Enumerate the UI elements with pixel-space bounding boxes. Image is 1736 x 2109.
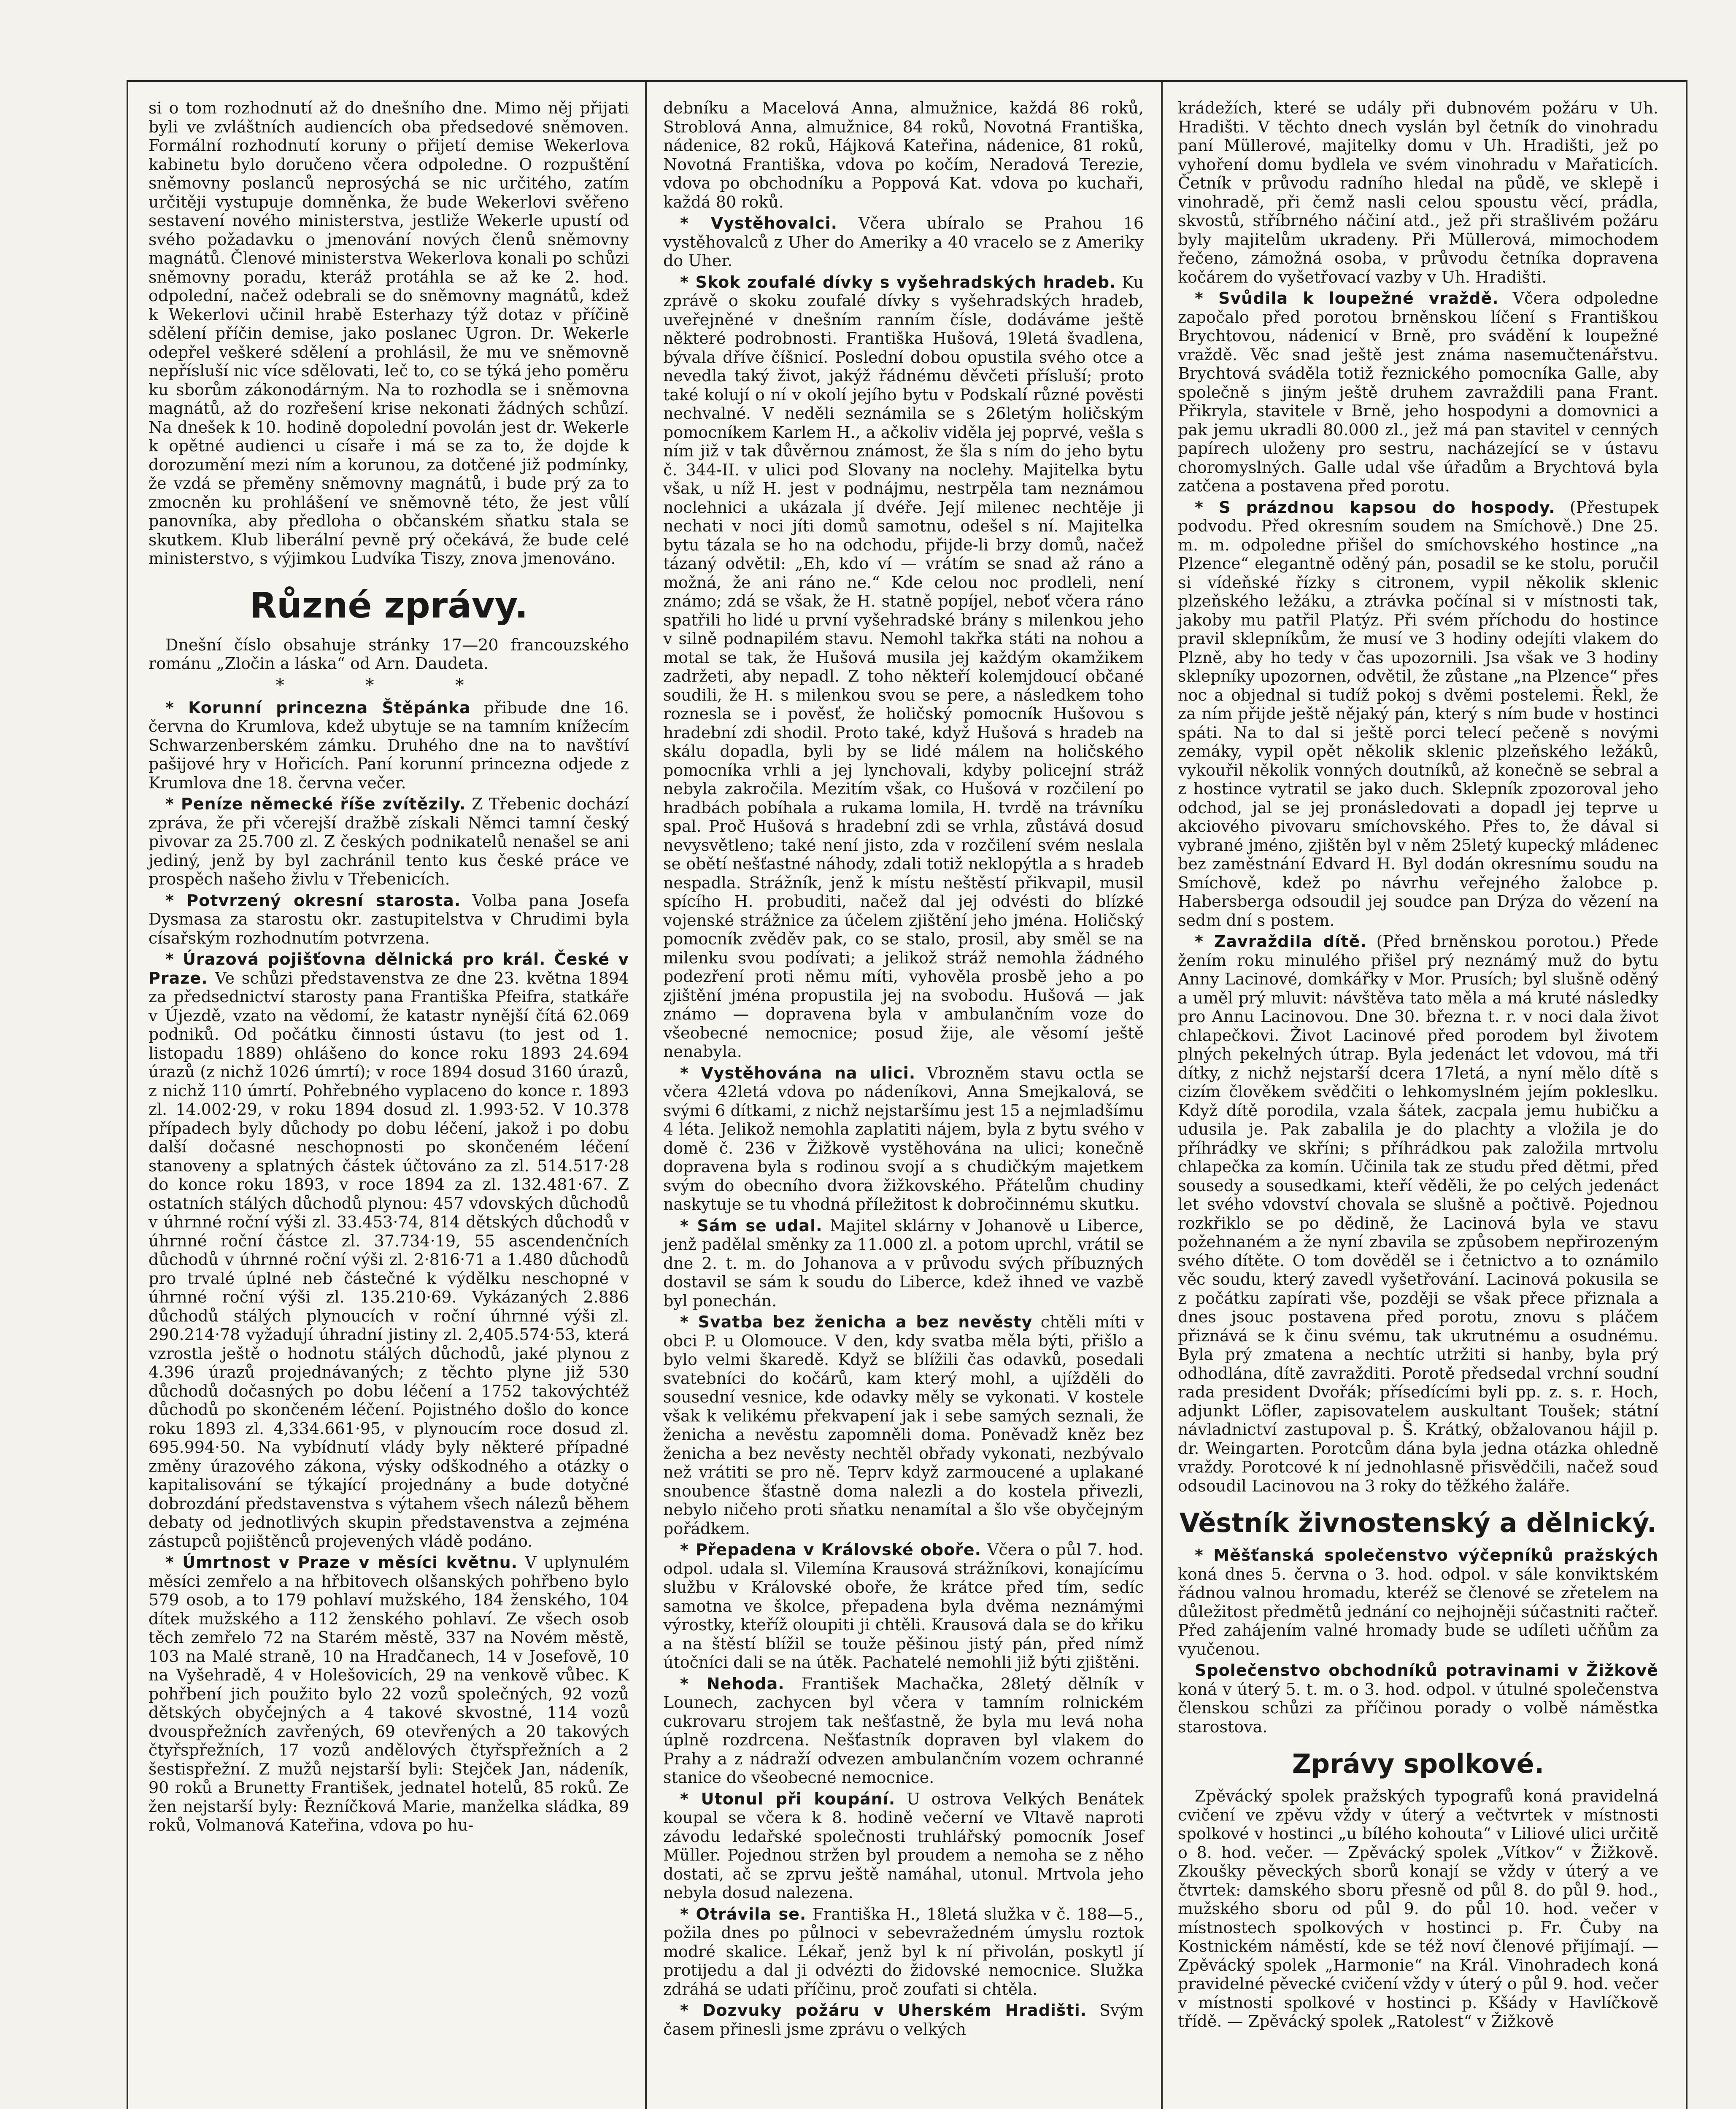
news-item-title: * Svůdila k loupežné vraždě.	[1195, 289, 1499, 307]
news-item-text: chtěli míti v obci P. u Olomouce. V den, kdy svatba měla býti, přišlo a bylo velmi škaredě. Když se blížili čas odavků, posedali svatebníci do kočárů, kam který mohl, a ujížděli do sousední vesnice, kde odavky měly se vykonati. V kostele však k velikému překvapení jak i sebe samých seznali, že ženicha a nevěstu zapomněli doma. Poněvadž kněz bez ženicha a bez nevěsty nechtěl obřady vykonati, nezbývalo než vrátiti se pro ně. Teprv když zarmoucené a uplakané snoubence šťastně doma nalezli a do kostela přivezli, nebylo ničeho proti sňatku nenamítal a šlo vše obyčejným pořádkem.	[663, 1313, 1144, 1538]
news-item-text: Volba pana Josefa Dysmasa za starostu okr. zastupitelstva v Chrudimi byla císařským rozhodnutím potvrzena.	[148, 891, 629, 947]
news-item-text: Ve schůzi představenstva ze dne 23. května 1894 za předsednictví starosty pana Františka Pfeifra, statkáře v Újezdě, vzato na vědomí, že katastr nynější čítá 62.069 podniků. Od počátku činnosti ústavu (to jest od 1. listopadu 1889) ohlášeno do konce roku 1893 24.694 úrazů (z nichž 1026 úmrtí); v roce 1894 dosud 3160 úrazů, z nichž 110 úmrtí. Pohřebného vyplaceno do konce r. 1893 zl. 14.002·29, v roku 1894 dosud zl. 1.993·52. V 10.378 případech byly důchody po dobu léčení, jakož i po dobu další dočasné neschopnosti po skončeném léčení stanoveny a splatných částek účtováno za zl. 514.517·28 do konce roku 1893, v roce 1894 za zl. 132.481·67. Z ostatních stálých důchodů plynou: 457 vdovských důchodů v úhrnné roční výši zl. 33.453·74, 814 dětských důchodů v úhrnné roční částce zl. 37.734·19, 55 ascendenčních důchodů v úhrnné roční výši zl. 2·816·71 a 1.480 důchodů pro trvalé úplné neb částečné k výdělku neschopné v úhrnné roční výši zl. 135.210·69. Vykázaných 2.886 důchodů stálých plynoucích v roční úhrnné výši zl. 290.214·78 vyžadují úhradní jistiny zl. 2,405.574·53, která vzrostla ještě o hodnotu stálých důchodů, jaké plynou z 4.396 úrazů projednávaných; z těchto plyne již 530 důchodů dočasných po dobu léčení a 1752 takovýchtéž důchodů po skončeném léčení. Pojistného došlo do konce roku 1893 zl. 4,334.661·95, v plynoucím roce dosud zl. 695.994·50. Na vybídnutí vlády byly některé případné změny úrazového zákona, výsky odškodného a otázky o kapitalisování se týkající projednány a bude dotyčné dobrozdání představenstva s výtahem všech nálezů během debaty od jednotlivých skupin představenstva a zejména zástupců pojištěnců projevených vládě podáno.	[148, 968, 629, 1551]
news-item-text: Františka H., 18letá služka v č. 188—5., požila dnes po půlnoci v sebevražedném úmyslu roztok modré skalice. Lékař, jenž byl k ní přivolán, poskytl jí protijedu a dal ji odvézti do židovské nemocnice. Služka zdráhá se udati příčinu, proč zoufati si chtěla.	[663, 1904, 1144, 1998]
article-continuation: debníku a Macelová Anna, almužnice, každá 86 roků, Stroblová Anna, almužnice, 84 roků, Novotná Františka, nádenice, 82 roků, Hájková Kateřina, nádenice, 81 roků, Novotná Františka, vdova po kočím, Neradová Terezie, vdova po obchodníku a Poppová Kat. vdova po kuchaři, každá 80 roků.	[663, 99, 1144, 211]
clubs-section-title: Zprávy spolkové.	[1292, 1748, 1544, 1779]
separator-stars: * * *	[275, 675, 502, 695]
news-item-title: * S prázdnou kapsou do hospody.	[1195, 498, 1555, 517]
news-item-text: Svým časem přinesli jsme zprávu o velkých	[663, 2001, 1144, 2039]
news-item-title: * Svatba bez ženicha a bez nevěsty	[680, 1313, 1033, 1331]
news-item	[148, 891, 629, 948]
news-item-title: * Přepadena v Královské oboře.	[680, 1540, 982, 1559]
column-1	[137, 99, 641, 2109]
news-item-title: * Vystěhovalci.	[680, 214, 838, 232]
novel-note: Dnešní číslo obsahuje stránky 17—20 francouzského románu „Zločin a láska“ od Arn. Daudeta.	[148, 635, 629, 673]
trade-item	[1178, 1546, 1658, 1659]
trade-item-title: * Měšťanská společenstvo výčepníků pražských	[1195, 1546, 1658, 1564]
news-item-title: * Skok zoufalé dívky s vyšehradských hradeb.	[680, 272, 1116, 291]
news-item-text: (Přestupek podvodu. Před okresním soudem na Smíchově.) Dne 25. m. m. odpoledne přišel do smíchovského hostince „na Plzence“ elegantně oděný pán, posadil se ke stolu, poručil si vídeňské řízky s citronem, vypil několik sklenic plzeňského ležáku, a ztrávka počínal si v místnosti tak, jakoby mu patřil Platýz. Při svém příchodu do hostince pravil sklepníkům, že musí ve 3 hodiny odejíti vlakem do Plzně, aby ho tedy v čas upozornili. Jsa však ve 3 hodiny sklepníky upozornen, odvětil, že zůstane „na Plzence“ přes noc a objednal si tudíž pokoj s dvěmi postelemi. Řekl, že za ním přijde ještě nějaký pán, který s ním bude v hostinci spáti. Na to dal si ještě porci telecí pečeně s novými zemáky, vypil opět několik sklenic plzeňského ležáků, vykouřil několik vonných doutníků, až konečně se sebral a z hostince vytratil se jako duch. Sklepník zpozoroval jeho odchod, jal se jej pronásledovati a dopadl jej teprve u akciového pivovaru smíchovského. Přes to, že dával si vybrané jméno, zjištěn byl v něm 25letý kupecký mládenec bez zaměstnání Edvard H. Byl dodán okresnímu soudu na Smíchově, kdež po návrhu veřejného žalobce p. Habersberga odsoudil jej soudce pan Drýza do vězení na sedm dní s postem.	[1178, 498, 1658, 930]
trade-section-title: Věstník živnostenský a dělnický.	[1179, 1508, 1657, 1538]
news-item-title: * Otrávila se.	[680, 1904, 807, 1923]
article-continuation: krádežích, které se udály při dubnovém požáru v Uh. Hradišti. V těchto dnech vyslán byl četník do vinohradu paní Müllerové, majitelky domu v Uh. Hradišti, jež po vyhoření domu bydlela ve svém vinohradu v Mařaticích. Četník v průvodu radního hledal na půdě, ve sklepě i vinohradě, při čemž nasli celou spoustu věcí, prádla, skvostů, stříbrného náčiní atd., jež při strašlivém požáru byly majitelům ukradeny. Při Müllerová, mimochodem řečeno, zámožná osoba, v průvodu četníka dopravena kočárem do vyšetřovací vazby v Uh. Hradišti.	[1178, 99, 1658, 286]
news-item	[663, 1905, 1144, 1999]
news-item-title: * Sám se udal.	[680, 1216, 823, 1235]
news-item	[1178, 932, 1658, 1495]
news-item	[663, 1313, 1144, 1538]
news-item	[1178, 289, 1658, 496]
trade-item	[1178, 1661, 1658, 1736]
news-item-title: * Dozvuky požáru v Uherském Hradišti.	[680, 2001, 1087, 2020]
news-item-title: * Utonul při koupání.	[680, 1789, 896, 1808]
news-item-title: * Nehoda.	[680, 1674, 785, 1693]
news-item-text: František Machačka, 28letý dělník v Lounech, zachycen byl včera v tamním rolnickém cukrovaru strojem tak nešťastně, že byla mu levá noha úplně rozdrcena. Nešťastník dopraven byl vlakem do Prahy a z nádraží odvezen ambulančním vozem ochranné stanice do všeobecné nemocnice.	[663, 1674, 1144, 1787]
column-3	[1166, 99, 1670, 2109]
news-item-text: Ku zprávě o skoku zoufalé dívky s vyšehradských hradeb, uveřejněné v dnešním ranním čísle, dodáváme ještě některé podrobnosti. Františka Hušová, 19letá švadlena, bývala dříve číšnicí. Poslední dobou opustila svého otce a nevedla taký život, jakýž řádnému děvčeti přísluší; proto také kolují o ní v okolí jejího bytu v Podskalí různé pověsti nechvalné. V neděli seznámila se s 26letým holičským pomocníkem Karlem H., a ačkoliv viděla jej poprvé, vešla s ním již v tak důvěrnou známost, že šla s ním do jeho bytu č. 344-II. v ulici pod Slovany na noclehy. Majitelka bytu však, u níž H. jest v podnájmu, nestrpěla tam neznámou noclehnici a ukázala jí dvéře. Její milenec nechtěje ji nechati v noci jíti domů samotnu, odešel s ní. Majitelka bytu tázala se ho na odchodu, přijde-li brzy domů, načež tázaný odvětil: „Eh, kdo ví — vrátím se snad až ráno a možná, že ani ráno ne.“ Kde celou noc prodleli, není známo; zdá se však, že H. statně popíjel, neboť včera ráno spatřili ho lidé u první vyšehradské brány s milenkou jeho v silně podnapilém stavu. Nemohl takřka státi na nohou a motal se tak, že Hušová musila jej každým okamžikem zadržeti, aby nepadl. Z toho někteří kolemjdoucí občané soudili, že H. s milenkou svou se pere, a následkem toho roznesla se i pověsť, že holičský pomocník Hušovou s hradební zdi shodil. Proto také, když Hušová s hradeb na skálu dopadla, byli by se lidé málem na holičského pomocníka vrhli a jej lynchovali, kdyby policejní stráž nebyla zakročila. Mezitím však, co Hušová v rozčilení po hradbách pobíhala a rukama lomila, H. tvrdě na trávníku spal. Proč Hušová s hradební zdi se vrhla, zůstává dosud nevysvětleno; také není jisto, zda v rozčilení svém neslala se obětí nešťastné náhody, zdali totiž neklopýtla a s hradeb nespadla. Strážník, jenž k místu neštěstí přikvapil, musil spícího H. probuditi, načež dal jej odvésti do blízké vojenské strážnice za účelem zjištění jeho jména. Holičský pomocník zvěděv pak, co se stalo, prosil, aby směl se na milenku svou podívati; a jelikož stráž nemohla žádného podezření proti němu míti, vyhověla prosbě jeho a po zjištění jména propustila jej na svobodu. Hušová — jak známo — dopravena byla v ambulančním voze do všeobecné nemocnice; posud žije, ale věsomí ještě nenabyla.	[663, 272, 1144, 1061]
page-frame	[127, 80, 1687, 2109]
column-divider	[645, 82, 647, 2109]
column-divider	[1161, 82, 1163, 2109]
news-item-text: Majitel sklárny v Johanově u Liberce, jenž padělal směnky za 11.000 zl. a potom uprchl, vrátil se dne 2. t. m. do Johanova a v průvodu svých příbuzných dostavil se sám k soudu do Liberce, kdež ihned ve vazbě byl ponechán.	[663, 1216, 1144, 1310]
column-2	[651, 99, 1156, 2109]
news-item-title: * Vystěhována na ulici.	[680, 1063, 916, 1082]
news-item-title: * Úmrtnost v Praze v měsíci květnu.	[165, 1553, 518, 1572]
news-item	[663, 1790, 1144, 1902]
news-item-title: * Peníze německé říše zvítězily.	[165, 795, 466, 813]
news-item-title: * Korunní princezna Štěpánka	[165, 698, 471, 717]
news-item-text: Vbrozněm stavu octla se včera 42letá vdova po nádeníkovi, Anna Smejkalová, se svými 6 dítkami, z nichž nejstaršímu jest 15 a nejmladšímu 4 léta. Jelikož nemohla zaplatiti nájem, byla z bytu svého v domě č. 236 v Žižkově vystěhována na ulici; konečně dopravena byla s rodinou svojí a s chudičkým majetkem svým do obecního dvora žižkovského. Přátelům chudiny naskytuje se tu vhodná příležitost k dobročinnému skutku.	[663, 1063, 1144, 1214]
news-item-text: (Před brněnskou porotou.) Přede žením roku minulého přišel prý neznámý muž do bytu Anny Lacinové, domkářky v Mor. Prusích; byl slušně oděný a uměl prý mluvit: návštěva tato měla a má kruté následky pro Annu Lacinovou. Dne 30. března t. r. v noci dala život chlapečkovi. Život Lacinové před porodem byl životem plných pekelných útrap. Byla jedenáct let vdovou, má tři dítky, z nichž nejstarší dcera 17letá, a nyní mělo dítě s cizím člověkem svědčiti o lehkomyslném jejím pokleslku. Když dítě porodila, vzala šátek, zacpala jemu hubičku a udusila je. Pak zabalila je do plachty a vložila je do příhrádky ve skříni; s příhrádkou pak založila mrtvolu chlapečka za komín. Učinila tak ze studu před dětmi, před sousedy a sousedkami, kteří věděli, že po celých jedenáct let svého vdovství chovala se slušně a počtivě. Pojednou rozkřiklo se po dědině, že Lacinová byla ve stavu požehnaném a že nyní zbavila se způsobem nepřirozeným svého dítěte. O tom dověděl se i četnictvo a to oznámilo věc soudu, který zavedl vyšetřování. Lacinová pokusila se z počátku zapírati vše, později se však přece přiznala a dnes jsouc postavena před porotu, znovu s pláčem přiznává se k činu svému, tak ukrutnému a osudnému. Byla prý zmatena a nechtíc utržiti si hanby, byla prý odhodlána, dítě zavražditi. Porotě předsedal vrchní soudní rada president Dvořák; přísedícími byli pp. z. s. r. Hoch, adjunkt Löfler, zapisovatelem auskultant Toušek; státní návladnictví zastupoval p. Š. Krátký, obžalovanou hájil p. dr. Weingarten. Porotcům dána byla jedna otázka ohledně vraždy. Porotcové k ní jednohlasně přisvědčili, načež soud odsoudil Lacinovou na 3 roky do těžkého žaláře.	[1178, 932, 1658, 1495]
news-item-title: * Zavraždila dítě.	[1195, 932, 1367, 951]
news-item-text: Včera o půl 7. hod. odpol. udala sl. Vilemína Krausová strážníkovi, konajícímu službu v Královské oboře, že krátce před tím, sedíc samotna ve školce, přepadena byla dvěma neznámými výrostky, kteříž oloupiti ji chtěli. Krausová dala se do křiku a na štěstí blížil se touže pěšinou jistý pán, před nímž útočníci dali se na útěk. Pachatelé nemohli již býti zjištěni.	[663, 1540, 1144, 1672]
trade-item-text: koná dnes 5. června o 3. hod. odpol. v sále konviktském řádnou valnou hromadu, kteréž se členové se zřetelem na důležitost předmětů jednání co nejhojněji súčastniti račteř. Před zahájením valné hromady bude se udíleti učňům za vyučenou.	[1178, 1564, 1658, 1659]
news-item	[663, 1540, 1144, 1672]
trade-item-title: Společenstvo obchodníků potravinami v Žižkově	[1195, 1661, 1658, 1680]
trade-item-text: koná v úterý 5. t. m. o 3. hod. odpol. v útulné společenstva členskou schůzi za příčinou porady o volbě náměstka starostova.	[1178, 1680, 1658, 1736]
news-item-text: V uplynulém měsíci zemřelo a na hřbitovech olšanských pohřbeno bylo 579 osob, a to 179 pohlaví mužského, 184 ženského, 104 dítek mužského a 112 ženského pohlaví. Ze všech osob těch zemřelo 72 na Starém městě, 337 na Novém městě, 103 na Malé straně, 10 na Hradčanech, 14 v Josefově, 10 na Vyšehradě, 4 v Holešovicích, 29 na venkově vůbec. K pohřbení jich použito bylo 22 vozů společných, 92 vozů dětských obyčejných a 4 takové skvostné, 114 vozů dvouspřežních zavřených, 69 otevřených a 20 takových čtyřspřežních, 17 vozů andělových čtyřspřežních a 2 šestispřežní. Z mužů nejstarší byli: Stejček Jan, nádeník, 90 roků a Brunetty František, jednatel hotelů, 85 roků. Ze žen nejstarší byly: Řezníčková Marie, manželka sládka, 89 roků, Volmanová Kateřina, vdova po hu-	[148, 1553, 629, 1834]
news-item	[148, 950, 629, 1551]
news-item-text: přibude dne 16. června do Krumlova, kdež ubytuje se na tamním knížecím Schwarzenberském zámku. Druhého dne na to navštíví pašijové hry v Hořicích. Paní korunní princezna odjede z Krumlova dne 18. června večer.	[148, 698, 629, 792]
clubs-text: Zpěvácký spolek pražských typografů koná pravidelná cvičení ve zpěvu vždy v úterý a večtvrtek v místnosti spolkové v hostinci „u bílého kohouta“ v Liliové ulici určitě o 8. hod. večer. — Zpěvácký spolek „Vítkov“ v Žižkově. Zkoušky pěveckých sborů konají se vždy v úterý a ve čtvrtek: damského sboru přesně od půl 8. do půl 9. hod., mužského sboru od půl 9. do půl 10. hod. večer v místnostech spolkových v hostinci p. Fr. Čuby na Kostnickém náměstí, kde se též noví členové přijímají. — Zpěvácký spolek „Harmonie“ na Král. Vinohradech koná pravidelné pěvecké cvičení vždy v úterý o půl 9. hod. večer v místnosti spolkové v hostinci p. Kšády v Havlíčkově třídě. — Zpěvácký spolek „Ratolest“ v Žižkově	[1178, 1787, 1658, 2031]
news-item	[148, 1553, 629, 1835]
news-item	[148, 795, 629, 889]
news-item	[663, 2001, 1144, 2039]
news-item	[663, 214, 1144, 270]
news-item	[663, 1064, 1144, 1214]
article-continuation: si o tom rozhodnutí až do dnešního dne. Mimo něj přijati byli ve zvláštních audiencích oba předsedové sněmoven. Formální rozhodnutí koruny o přijetí demise Wekerlova kabinetu bylo doručeno včera odpoledne. O rozpuštění sněmovny poslanců neprosýchá se nic určitého, zatím určitěji vystupuje domněnka, že bude Wekerlovi svěřeno sestavení nového ministerstva, jestliže Wekerle upustí od svého požadavku o jmenování nových členů sněmovny magnátů. Členové ministerstva Wekerlova konali po schůzi sněmovny poradu, kteráž protáhla se až ke 2. hod. odpolední, načež odebrali se do sněmovny magnátů, kdež k Wekerlovi učinil hrabě Esterhazy týž dotaz v příčině sdělení příčin demise, jako poslanec Ugron. Dr. Wekerle odepřel veškeré sdělení a prohlásil, že mu ve sněmovně nepřísluší nic více sdělovati, leč to, co se týká jeho poměru ku sborům zákonodárným. Na to rozhodla se i sněmovna magnátů, až do rozřešení krise nekonati žádných schůzí. Na dnešek k 10. hodině dopolední povolán jest dr. Wekerle k opětné audienci u císaře i má se za to, že dojde k dorozumění mezi ním a korunou, za dotčené již podmínky, že vzdá se přeměny sněmovny magnátů, i bude prý za to zmocněn ku prohlášení ve sněmovně této, že jest vůlí panovníka, aby předloha o občanském sňatku stala se skutkem. Klub liberální pevně prý očekává, že bude celé ministerstvo, s výjimkou Ludvíka Tiszy, znova jmenováno.	[148, 99, 629, 568]
news-item	[663, 1216, 1144, 1311]
news-item-text: Z Třebenic dochází zpráva, že při včerejší dražbě získali Němci tamní český pivovar za 25.700 zl. Z českých podnikatelů nenašel se ani jediný, jenž by byl zachránil tento kus české práce ve prospěch našeho živlu v Třebenicích.	[148, 795, 629, 888]
news-item-text: U ostrova Velkých Benátek koupal se včera k 8. hodině večerní ve Vltavě naproti závodu ledařské společnosti truhlářský pomocník Josef Müller. Pojednou stržen byl proudem a nemoha se z něho dostati, ač se zprvu ještě namáhal, utonul. Mrtvola jeho nebyla dosud nalezena.	[663, 1789, 1144, 1902]
news-item-text: Včera ubíralo se Prahou 16 vystěhovalců z Uher do Ameriky a 40 vracelo se z Ameriky do Uher.	[663, 214, 1144, 270]
news-item	[148, 699, 629, 793]
section-title: Různé zprávy.	[249, 584, 528, 626]
news-item	[663, 273, 1144, 1061]
news-item-text: Včera odpoledne započalo před porotou brněnskou líčení s Františkou Brychtovou, nádenicí v Brně, pro svádění k loupežné vraždě. Věc snad ještě jest známa nasemučtenářstvu. Brychtová sváděla totiž řeznického pomocníka Galle, aby společně s jiným ještě druhem zavraždili pana Frant. Přikryla, stavitele v Brně, jeho hospodyni a domovnici a pak jemu ukradli 80.000 zl., jež má pan stavitel v cenných papírech uloženy pro sestru, nacházející se v ústavu choromyslných. Galle udal vše úřadům a Brychtová byla zatčena a postavena před porotu.	[1178, 289, 1658, 495]
news-item-title: * Potvrzený okresní starosta.	[165, 891, 461, 910]
news-item	[663, 1675, 1144, 1787]
news-item-title: * Úrazová pojišťovna dělnická pro král. České v Praze.	[148, 950, 629, 987]
news-item	[1178, 498, 1658, 930]
